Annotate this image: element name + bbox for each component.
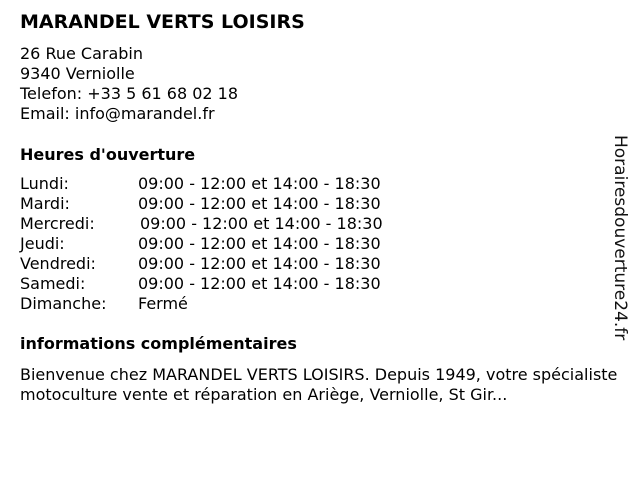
day-label: Dimanche: — [20, 294, 107, 313]
day-label: Lundi: — [20, 174, 69, 193]
day-label: Mercredi: — [20, 214, 95, 233]
day-label: Samedi: — [20, 274, 86, 293]
watermark-site-label: Horairesdouverture24.fr — [610, 135, 630, 341]
email: Email: info@marandel.fr — [20, 104, 215, 123]
street-address: 26 Rue Carabin — [20, 44, 144, 63]
day-hours: 09:00 - 12:00 et 14:00 - 18:30 — [138, 254, 381, 273]
day-label: Mardi: — [20, 194, 70, 213]
city: 9340 Verniolle — [20, 64, 135, 83]
day-hours: 09:00 - 12:00 et 14:00 - 18:30 — [138, 194, 381, 213]
address-block — [20, 44, 238, 124]
day-hours: Fermé — [138, 294, 188, 313]
phone: Telefon: +33 5 61 68 02 18 — [20, 84, 239, 103]
info-heading: informations complémentaires — [20, 334, 297, 353]
day-hours: 09:00 - 12:00 et 14:00 - 18:30 — [140, 214, 383, 233]
business-name: MARANDEL VERTS LOISIRS — [20, 11, 305, 33]
day-label: Vendredi: — [20, 254, 96, 273]
day-hours: 09:00 - 12:00 et 14:00 - 18:30 — [138, 274, 381, 293]
hours-heading: Heures d'ouverture — [20, 145, 196, 164]
description-text: Bienvenue chez MARANDEL VERTS LOISIRS. Depuis 1949, votre spécialiste motoculture vente et réparation en Ariège, Verniolle, St Gir... — [20, 365, 618, 404]
day-hours: 09:00 - 12:00 et 14:00 - 18:30 — [138, 174, 381, 193]
day-hours: 09:00 - 12:00 et 14:00 - 18:30 — [138, 234, 381, 253]
day-label: Jeudi: — [20, 234, 65, 253]
